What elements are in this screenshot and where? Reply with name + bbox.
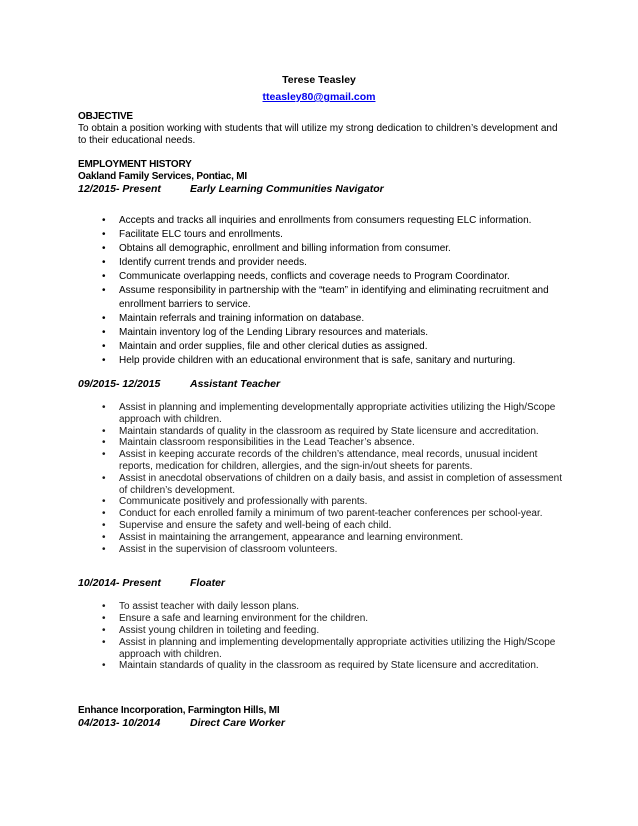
candidate-name: Terese Teasley <box>282 74 356 86</box>
job-dates: 12/2015- Present <box>78 183 161 195</box>
list-item: • Accepts and tracks all inquiries and enrollments from consumers requesting ELC information. <box>78 214 568 228</box>
list-item: • Assist in planning and implementing developmentally appropriate activities utilizing the High/Scope approach with children. <box>78 402 568 426</box>
list-item: • Conduct for each enrolled family a minimum of two parent-teacher conferences per school-year. <box>78 508 568 520</box>
job-title: Floater <box>190 577 226 590</box>
job-title: Assistant Teacher <box>190 378 281 390</box>
list-item: • Assist in planning and implementing developmentally appropriate activities utilizing the High/Scope approach with children. <box>78 637 568 661</box>
list-item: • Assist in keeping accurate records of the children’s attendance, meal records, unusual incident reports, medication for children, allergies, and the sign-in/out sheets for parents. <box>78 449 568 473</box>
employer-name: Oakland Family Services, Pontiac, MI <box>78 171 247 182</box>
employer-name: Enhance Incorporation, Farmington Hills, MI <box>78 705 280 717</box>
email-link[interactable]: tteasley80@gmail.com <box>262 91 376 103</box>
job-title: Direct Care Worker <box>190 717 285 730</box>
list-item: • Maintain referrals and training information on database. <box>78 312 568 326</box>
list-item: • Maintain inventory log of the Lending Library resources and materials. <box>78 326 568 340</box>
list-item: • Assist in maintaining the arrangement, appearance and learning environment. <box>78 532 568 544</box>
resume-header <box>0 74 638 105</box>
job-title-line <box>78 378 568 390</box>
list-item: • Assume responsibility in partnership with the “team” in identifying and eliminating recruitment and enrollment barriers to service. <box>78 284 568 312</box>
list-item: • To assist teacher with daily lesson plans. <box>78 601 568 613</box>
job-title-line <box>78 183 568 195</box>
duties-list-navigator <box>78 214 568 368</box>
job-title: Early Learning Communities Navigator <box>190 183 384 195</box>
list-item: • Maintain standards of quality in the classroom as required by State licensure and accreditation. <box>78 426 568 438</box>
list-item: • Help provide children with an educational environment that is safe, sanitary and nurturing. <box>78 354 568 368</box>
duties-list-assistant-teacher <box>78 402 568 555</box>
duties-list-floater <box>78 601 568 672</box>
resume-body <box>78 111 568 729</box>
list-item: • Communicate positively and professionally with parents. <box>78 496 568 508</box>
list-item: • Maintain and order supplies, file and other clerical duties as assigned. <box>78 340 568 354</box>
objective-text: To obtain a position working with students that will utilize my strong dedication to children’s development and to their educational needs. <box>78 123 558 146</box>
list-item: • Maintain classroom responsibilities in the Lead Teacher’s absence. <box>78 437 568 449</box>
job-dates: 10/2014- Present <box>78 577 161 590</box>
list-item: • Assist young children in toileting and feeding. <box>78 625 568 637</box>
list-item: • Maintain standards of quality in the classroom as required by State licensure and accreditation. <box>78 660 568 672</box>
list-item: • Obtains all demographic, enrollment and billing information from consumer. <box>78 242 568 256</box>
job-dates: 04/2013- 10/2014 <box>78 717 161 730</box>
list-item: • Facilitate ELC tours and enrollments. <box>78 228 568 242</box>
list-item: • Communicate overlapping needs, conflicts and coverage needs to Program Coordinator. <box>78 270 568 284</box>
objective-heading: OBJECTIVE <box>78 111 133 122</box>
job-title-line <box>78 577 568 589</box>
list-item: • Identify current trends and provider needs. <box>78 256 568 270</box>
list-item: • Supervise and ensure the safety and well-being of each child. <box>78 520 568 532</box>
job-dates: 09/2015- 12/2015 <box>78 378 161 390</box>
list-item: • Ensure a safe and learning environment for the children. <box>78 613 568 625</box>
job-title-line <box>78 717 568 729</box>
list-item: • Assist in anecdotal observations of children on a daily basis, and assist in completion of assessment of children’s development. <box>78 473 568 497</box>
employment-heading: EMPLOYMENT HISTORY <box>78 159 192 170</box>
list-item: • Assist in the supervision of classroom volunteers. <box>78 544 568 556</box>
